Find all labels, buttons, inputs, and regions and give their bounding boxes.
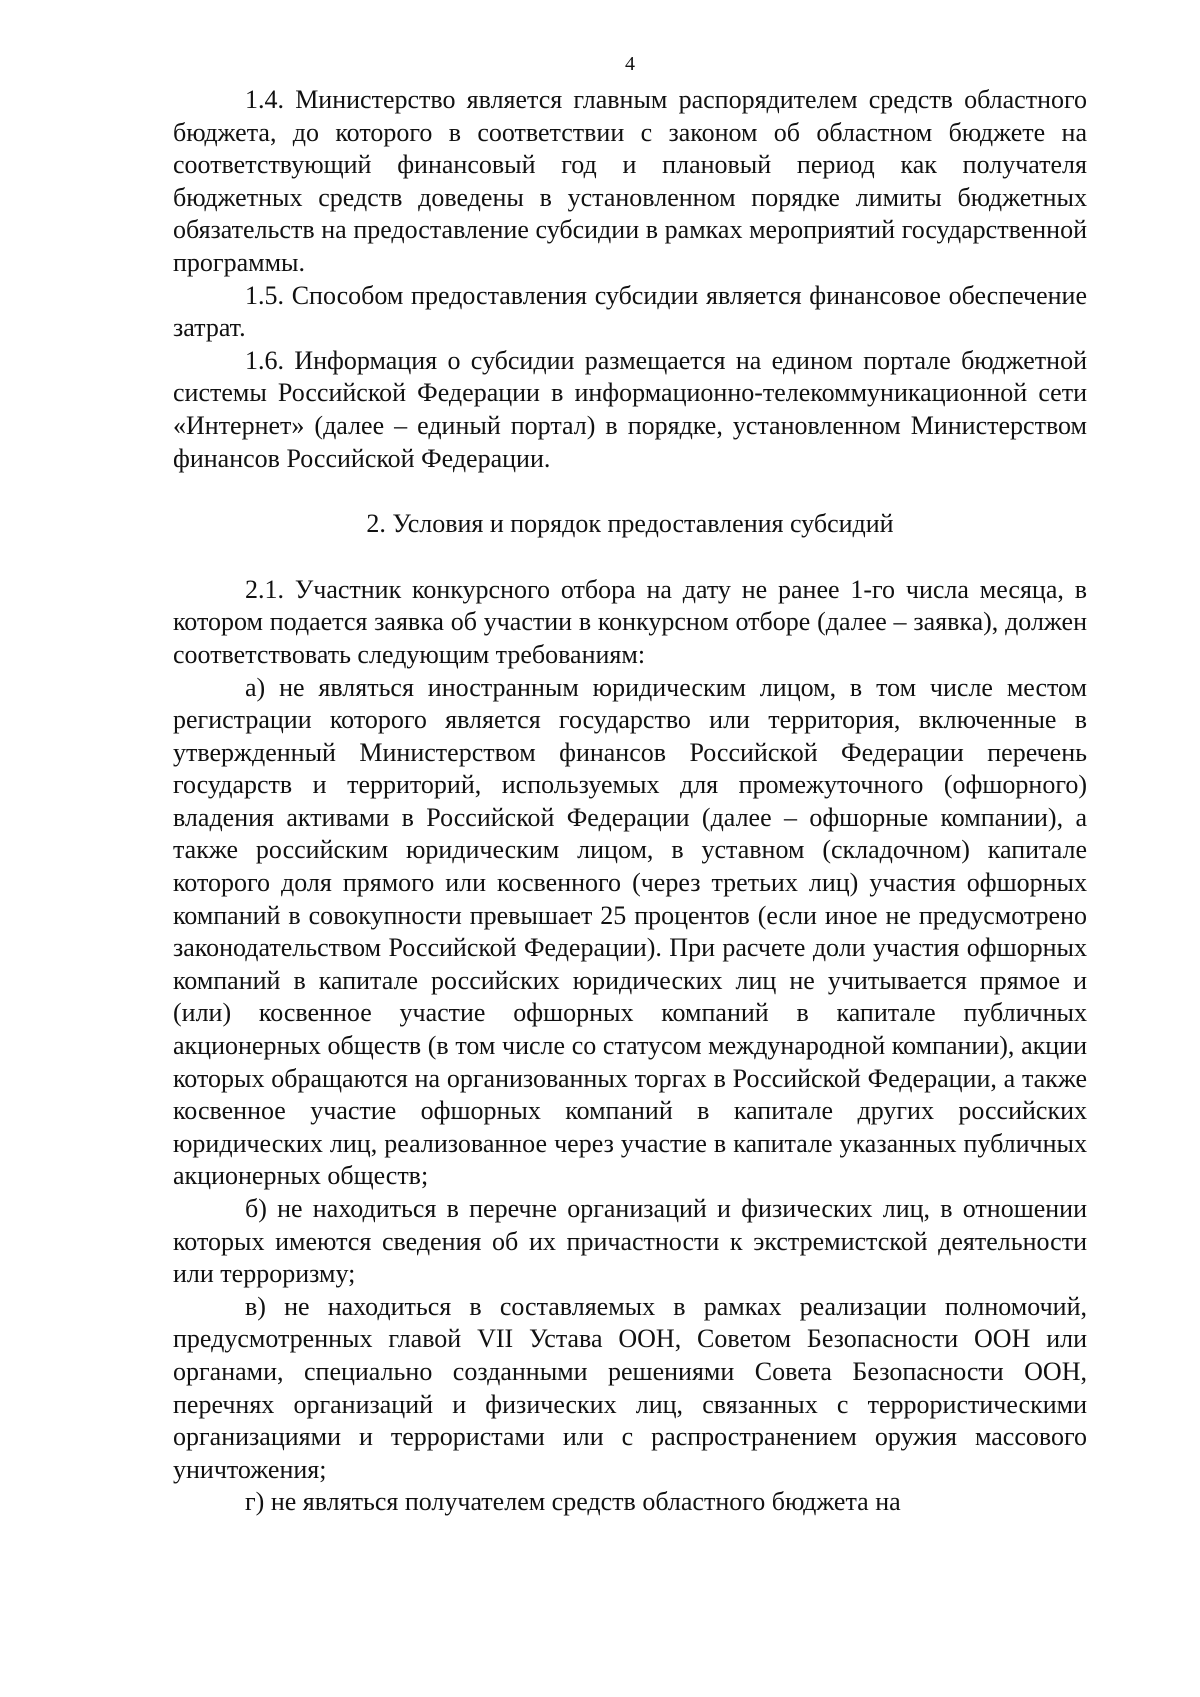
subparagraph-b: б) не находиться в перечне организаций и физических лиц, в отношении которых имеются сведения об их причастности к экстремистской деятельности или терроризму; — [173, 1194, 1087, 1289]
paragraph-1-4: 1.4. Министерство является главным распорядителем средств областного бюджета, до которого в соответствии с законом об областном бюджете на соответствующий финансовый год и плановый период как получателя бюджетных средств доведены в установленном порядке лимиты бюджетных обязательств на предоставление субсидии в рамках мероприятий государственной программы. — [173, 85, 1087, 277]
page-number: 4 — [625, 53, 635, 75]
paragraph-1-6: 1.6. Информация о субсидии размещается на едином портале бюджетной системы Российской Федерации в информационно-телекоммуникационной сети «Интернет» (далее – единый портал) в порядке, установленном Министерством финансов Российской Федерации. — [173, 345, 1087, 473]
section-heading: 2. Условия и порядок предоставления субсидий — [366, 509, 894, 539]
document-page — [173, 52, 1087, 1519]
paragraph-1-5: 1.5. Способом предоставления субсидии является финансовое обеспечение затрат. — [173, 280, 1087, 343]
subparagraph-v: в) не находиться в составляемых в рамках реализации полномочий, предусмотренных главой VII Устава ООН, Советом Безопасности ООН или органами, специально созданными решениями Совета Безопасности ООН, перечнях организаций и физических лиц, связанных с террористическими организациями и террористами или с распространением оружия массового уничтожения; — [173, 1291, 1087, 1484]
paragraph-2-1: 2.1. Участник конкурсного отбора на дату не ранее 1-го числа месяца, в котором подается заявка об участии в конкурсном отборе (далее – заявка), должен соответствовать следующим требованиям: — [173, 574, 1087, 669]
subparagraph-a: а) не являться иностранным юридическим лицом, в том числе местом регистрации которого является государство или территория, включенные в утвержденный Министерством финансов Российской Федерации перечень государств и территорий, используемых для промежуточного (офшорного) владения активами в Российской Федерации (далее – офшорные компании), а также российским юридическим лицом, в уставном (складочном) капитале которого доля прямого или косвенного (через третьих лиц) участия офшорных компаний в совокупности превышает 25 процентов (если иное не предусмотрено законодательством Российской Федерации). При расчете доли участия офшорных компаний в капитале российских юридических лиц не учитывается прямое и (или) косвенное участие офшорных компаний в капитале публичных акционерных обществ (в том числе со статусом международной компании), акции которых обращаются на организованных торгах в Российской Федерации, а также косвенное участие офшорных компаний в капитале других российских юридических лиц, реализованное через участие в капитале указанных публичных акционерных обществ; — [173, 672, 1087, 1191]
subparagraph-g: г) не являться получателем средств областного бюджета на — [245, 1487, 901, 1517]
